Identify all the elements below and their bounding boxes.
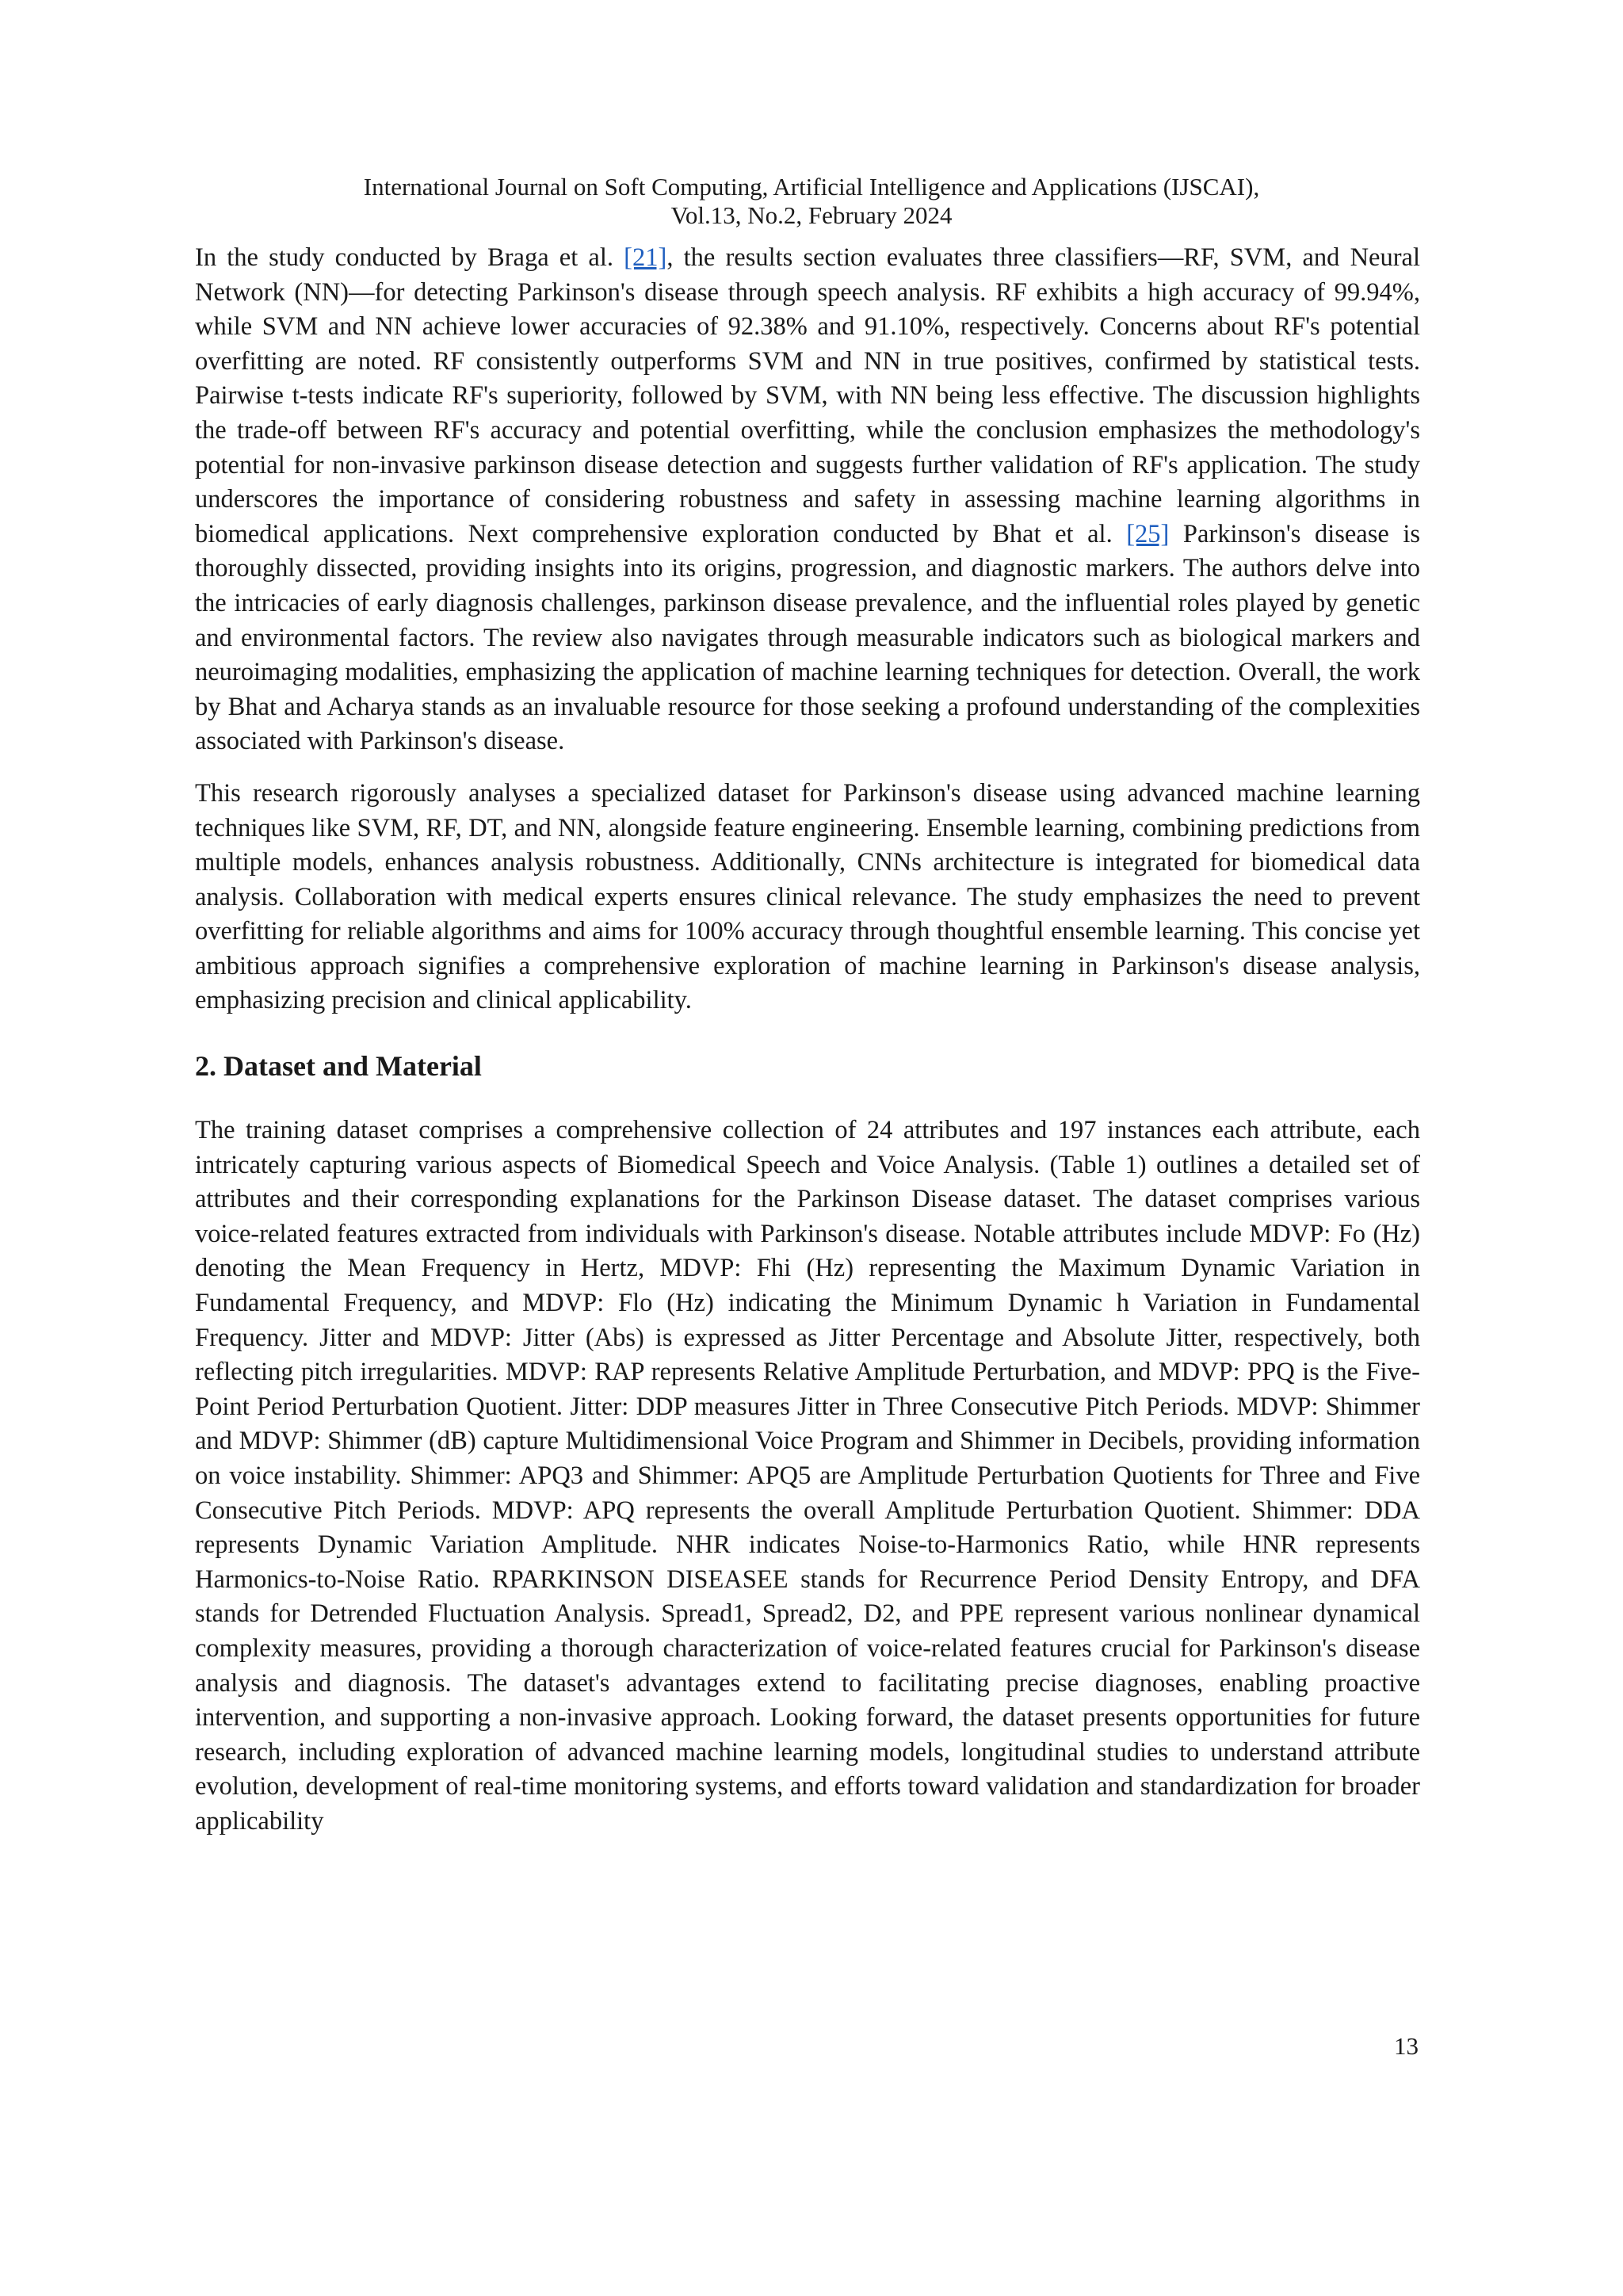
paragraph-text: , the results section evaluates three classifiers—RF, SVM, and Neural Network (NN)—for detecting Parkinson's disease through speech analysis. RF exhibits a high accuracy of 99.94%, while SVM and NN achieve lower accuracies of 92.38% and 91.10%, respectively. Concerns about RF's potential overfitting are noted. RF consistently outperforms SVM and NN in true positives, confirmed by statistical tests. Pairwise t-tests indicate RF's superiority, followed by SVM, with NN being less effective. The discussion highlights the trade-off between RF's accuracy and potential overfitting, while the conclusion emphasizes the methodology's potential for non-invasive parkinson disease detection and suggests further validation of RF's application. The study underscores the importance of considering robustness and safety in assessing machine learning algorithms in biomedical applications. Next comprehensive exploration conducted by Bhat et al. [195,243,1420,548]
journal-header-line-1: International Journal on Soft Computing, Artificial Intelligence and Applications (IJSCAI), [363,173,1260,201]
citation-link-25[interactable]: [25] [1126,519,1170,548]
page-body [195,241,1420,1839]
paragraph-related-work [195,241,1420,759]
paragraph-research-summary: This research rigorously analyses a specialized dataset for Parkinson's disease using advanced machine learning techniques like SVM, RF, DT, and NN, alongside feature engineering. Ensemble learning, combining predictions from multiple models, enhances analysis robustness. Additionally, CNNs architecture is integrated for biomedical data analysis. Collaboration with medical experts ensures clinical relevance. The study emphasizes the need to prevent overfitting for reliable algorithms and aims for 100% accuracy through thoughtful ensemble learning. This concise yet ambitious approach signifies a comprehensive exploration of machine learning in Parkinson's disease analysis, emphasizing precision and clinical applicability. [195,778,1420,1015]
page-number: 13 [1394,2032,1419,2060]
journal-header-line-2: Vol.13, No.2, February 2024 [670,201,953,229]
citation-link-21[interactable]: [21] [624,243,667,272]
paragraph-dataset: The training dataset comprises a comprehensive collection of 24 attributes and 197 instances each attribute, each intricately capturing various aspects of Biomedical Speech and Voice Analysis. (Table 1) outlines a detailed set of attributes and their corresponding explanations for the Parkinson Disease dataset. The dataset comprises various voice-related features extracted from individuals with Parkinson's disease. Notable attributes include MDVP: Fo (Hz) denoting the Mean Frequency in Hertz, MDVP: Fhi (Hz) representing the Maximum Dynamic Variation in Fundamental Frequency, and MDVP: Flo (Hz) indicating the Minimum Dynamic h Variation in Fundamental Frequency. Jitter and MDVP: Jitter (Abs) is expressed as Jitter Percentage and Absolute Jitter, respectively, both reflecting pitch irregularities. MDVP: RAP represents Relative Amplitude Perturbation, and MDVP: PPQ is the Five-Point Period Perturbation Quotient. Jitter: DDP measures Jitter in Three Consecutive Pitch Periods. MDVP: Shimmer and MDVP: Shimmer (dB) capture Multidimensional Voice Program and Shimmer in Decibels, providing information on voice instability. Shimmer: APQ3 and Shimmer: APQ5 are Amplitude Perturbation Quotients for Three and Five Consecutive Pitch Periods. MDVP: APQ represents the overall Amplitude Perturbation Quotient. Shimmer: DDA represents Dynamic Variation Amplitude. NHR indicates Noise-to-Harmonics Ratio, while HNR represents Harmonics-to-Noise Ratio. RPARKINSON DISEASEE stands for Recurrence Period Density Entropy, and DFA stands for Detrended Fluctuation Analysis. Spread1, Spread2, D2, and PPE represent various nonlinear dynamical complexity measures, providing a thorough characterization of voice-related features crucial for Parkinson's disease analysis and diagnosis. The dataset's advantages extend to facilitating precise diagnoses, enabling proactive intervention, and supporting a non-invasive approach. Looking forward, the dataset presents opportunities for future research, including exploration of advanced machine learning models, longitudinal studies to understand attribute evolution, development of real-time monitoring systems, and efforts toward validation and standardization for broader applicability [195,1116,1420,1836]
section-heading: 2. Dataset and Material [195,1050,482,1083]
paragraph-text: Parkinson's disease is thoroughly dissected, providing insights into its origins, progression, and diagnostic markers. The authors delve into the intricacies of early diagnosis challenges, parkinson disease prevalence, and the influential roles played by genetic and environmental factors. The review also navigates through measurable indicators such as biological markers and neuroimaging modalities, emphasizing the application of machine learning techniques for detection. Overall, the work by Bhat and Acharya stands as an invaluable resource for those seeking a profound understanding of the complexities associated with Parkinson's disease. [195,519,1421,756]
paragraph-text: In the study conducted by Braga et al. [195,243,624,272]
journal-header [0,173,1623,230]
